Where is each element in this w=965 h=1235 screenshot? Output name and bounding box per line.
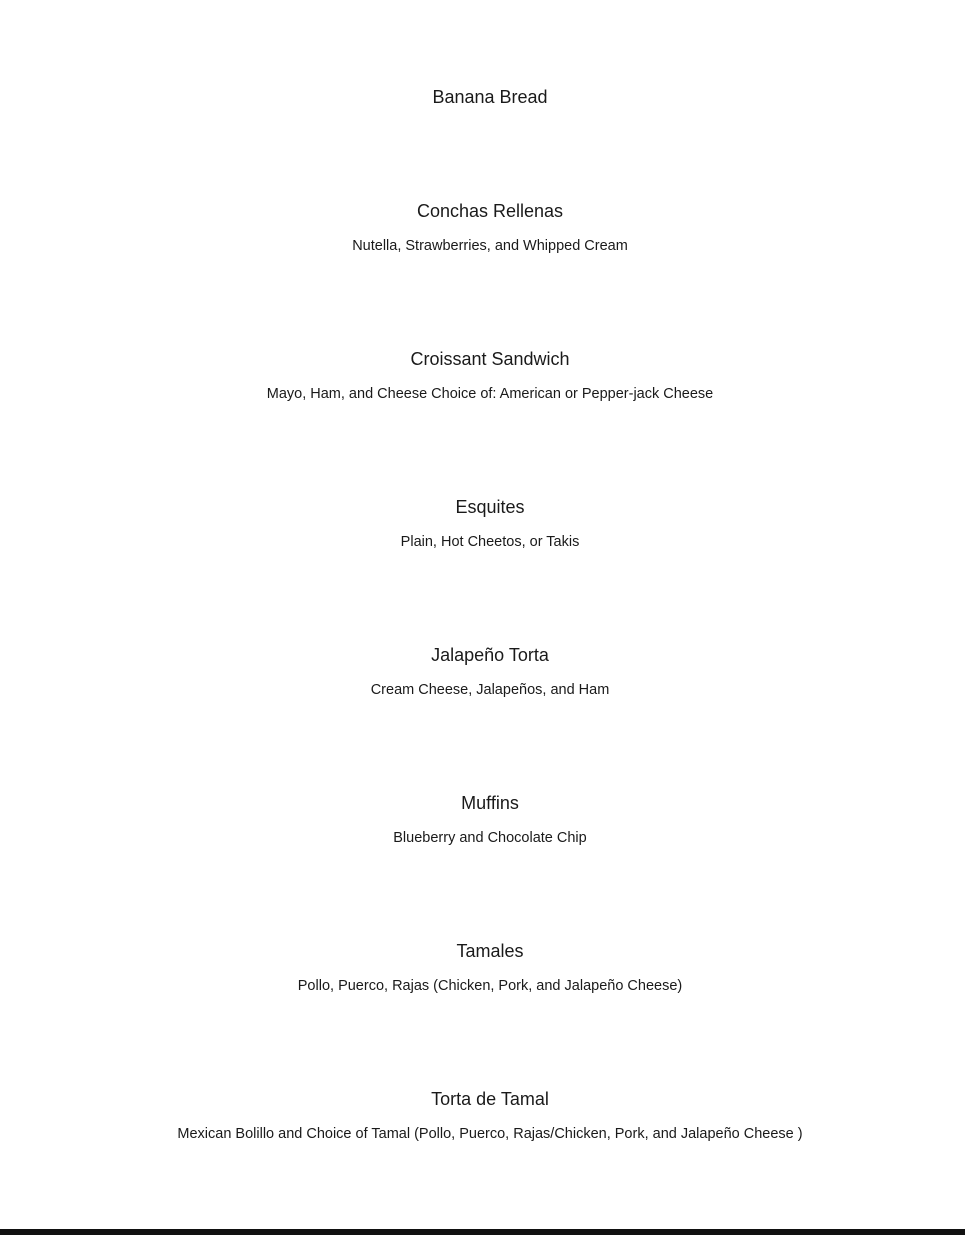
menu-item-name: Esquites bbox=[455, 497, 525, 517]
menu-item-esquites bbox=[0, 496, 965, 551]
menu-item-description: Mayo, Ham, and Cheese Choice of: American or Pepper-jack Cheese bbox=[266, 386, 714, 402]
menu-item-banana-bread bbox=[0, 86, 965, 108]
menu-item-name: Jalapeño Torta bbox=[431, 645, 549, 665]
menu-item-description: Nutella, Strawberries, and Whipped Cream bbox=[352, 238, 628, 254]
menu-item-name: Croissant Sandwich bbox=[410, 349, 570, 369]
menu-item-muffins bbox=[0, 792, 965, 847]
menu-item-description: Pollo, Puerco, Rajas (Chicken, Pork, and Jalapeño Cheese) bbox=[297, 978, 683, 994]
menu-item-croissant-sandwich bbox=[0, 348, 965, 403]
menu-item-conchas-rellenas bbox=[0, 200, 965, 255]
menu-item-description: Blueberry and Chocolate Chip bbox=[393, 830, 587, 846]
menu-item-tamales bbox=[0, 940, 965, 995]
menu-item-name: Muffins bbox=[461, 793, 519, 813]
menu-item-torta-de-tamal bbox=[0, 1088, 965, 1143]
menu-item-name: Torta de Tamal bbox=[431, 1089, 549, 1109]
menu-item-name: Tamales bbox=[456, 941, 524, 961]
bottom-border-bar bbox=[0, 1229, 965, 1235]
menu-item-name: Conchas Rellenas bbox=[416, 201, 564, 221]
menu-item-description: Plain, Hot Cheetos, or Takis bbox=[400, 534, 580, 550]
menu-item-description: Cream Cheese, Jalapeños, and Ham bbox=[370, 682, 610, 698]
menu-item-description: Mexican Bolillo and Choice of Tamal (Pollo, Puerco, Rajas/Chicken, Pork, and Jalapeño Cheese ) bbox=[177, 1126, 803, 1142]
menu-item-jalapeno-torta bbox=[0, 644, 965, 699]
menu-item-name: Banana Bread bbox=[432, 87, 548, 107]
